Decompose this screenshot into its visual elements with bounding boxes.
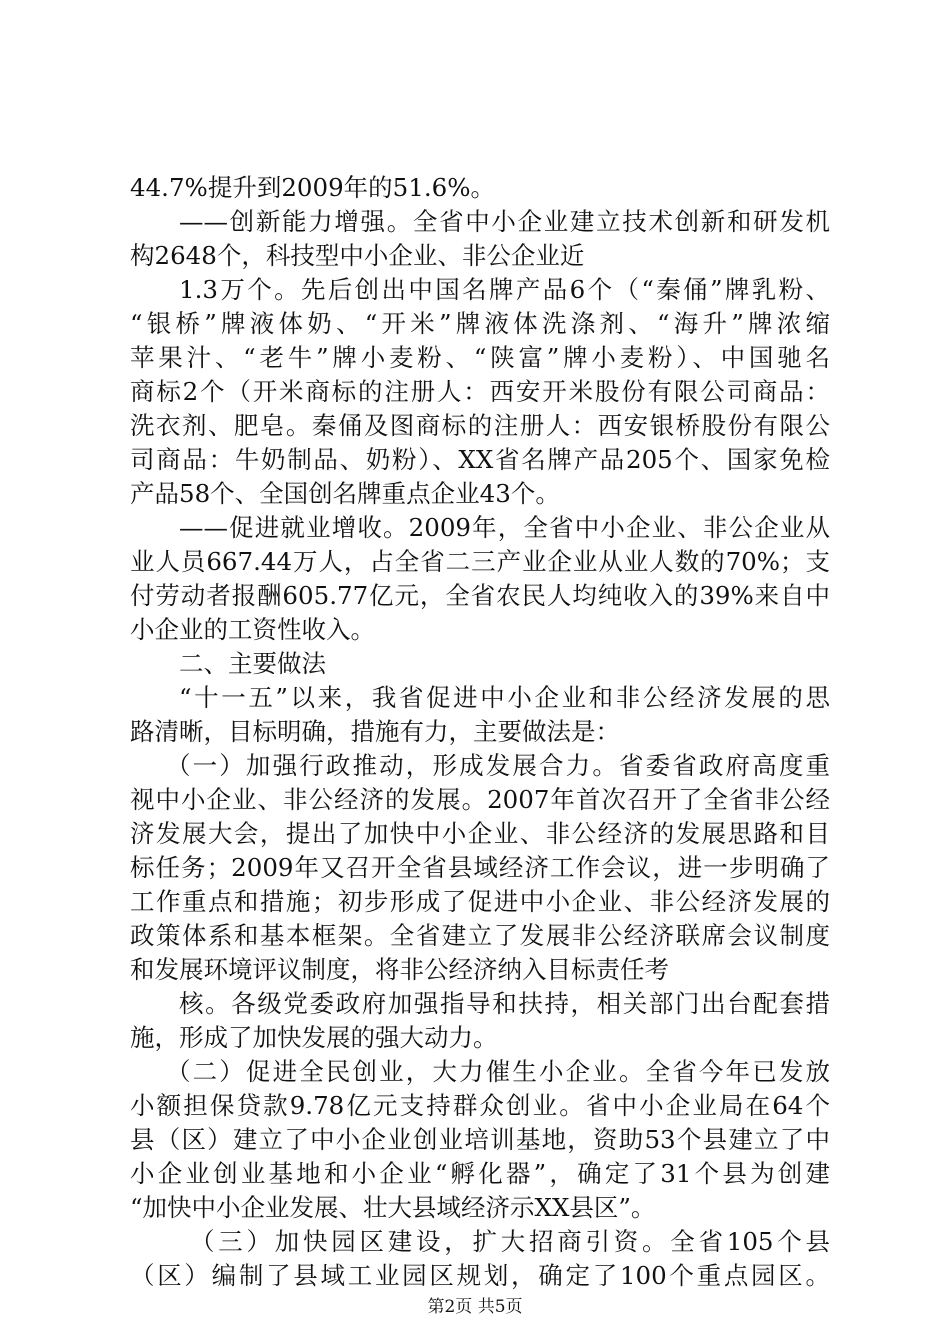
paragraph-line: 洗衣剂、肥皂。秦俑及图商标的注册人：西安银桥股份有限公 [130,411,830,440]
paragraph-line: ——创新能力增强。全省中小企业建立技术创新和研发机 [179,207,830,236]
paragraph-line: 和发展环境评议制度，将非公经济纳入目标责任考 [130,955,669,984]
paragraph-line: 业人员667.44万人，占全省二三产业企业从业人数的70%；支 [130,547,830,576]
paragraph-line: 苹果汁、“老牛”牌小麦粉、“陕富”牌小麦粉）、中国驰名 [130,343,830,372]
paragraph-line: 视中小企业、非公经济的发展。2007年首次召开了全省非公经 [130,785,830,814]
paragraph-line: 商标2个（开米商标的注册人：西安开米股份有限公司商品： [130,377,830,406]
paragraph-line: 产品58个、全国创名牌重点企业43个。 [130,479,560,508]
paragraph-line: 1.3万个。先后创出中国名牌产品6个（“秦俑”牌乳粉、 [179,275,830,304]
paragraph-line: 构2648个，科技型中小企业、非公企业近 [130,241,585,270]
paragraph-line: （二）促进全民创业，大力催生小企业。全省今年已发放 [166,1057,830,1086]
paragraph-line: 44.7%提升到2009年的51.6%。 [130,173,496,202]
section-heading: 二、主要做法 [179,649,326,678]
paragraph-line: （区）编制了县域工业园区规划，确定了100个重点园区。 [130,1261,830,1290]
paragraph-line: 付劳动者报酬605.77亿元，全省农民人均纯收入的39%来自中 [130,581,830,610]
page-number-footer: 第2页 共5页 [427,1297,523,1317]
paragraph-line: “十一五”以来，我省促进中小企业和非公经济发展的思 [179,683,830,712]
paragraph-line: “银桥”牌液体奶、“开米”牌液体洗涤剂、“海升”牌浓缩 [130,309,830,338]
paragraph-line: 标任务；2009年又召开全省县域经济工作会议，进一步明确了 [130,853,830,882]
paragraph-line: 小企业的工资性收入。 [130,615,375,644]
paragraph-line: ——促进就业增收。2009年，全省中小企业、非公企业从 [179,513,830,542]
paragraph-line: 政策体系和基本框架。全省建立了发展非公经济联席会议制度 [130,921,830,950]
paragraph-line: 县（区）建立了中小企业创业培训基地，资助53个县建立了中 [130,1125,830,1154]
paragraph-line: 司商品：牛奶制品、奶粉）、XX省名牌产品205个、国家免检 [130,445,830,474]
paragraph-line: 济发展大会，提出了加快中小企业、非公经济的发展思路和目 [130,819,830,848]
paragraph-line: 工作重点和措施；初步形成了促进中小企业、非公经济发展的 [130,887,830,916]
paragraph-line: 核。各级党委政府加强指导和扶持，相关部门出台配套措 [179,989,830,1018]
paragraph-line: “加快中小企业发展、壮大县域经济示XX县区”。 [130,1193,656,1222]
paragraph-line: （一）加强行政推动，形成发展合力。省委省政府高度重 [166,751,830,780]
paragraph-line: 小企业创业基地和小企业“孵化器”，确定了31个县为创建 [130,1159,830,1188]
paragraph-line: 路清晰，目标明确，措施有力，主要做法是： [130,717,620,746]
paragraph-line: 施，形成了加快发展的强大动力。 [130,1023,498,1052]
paragraph-line: 小额担保贷款9.78亿元支持群众创业。省中小企业局在64个 [130,1091,830,1120]
paragraph-line: （三）加快园区建设，扩大招商引资。全省105个县 [190,1227,830,1256]
